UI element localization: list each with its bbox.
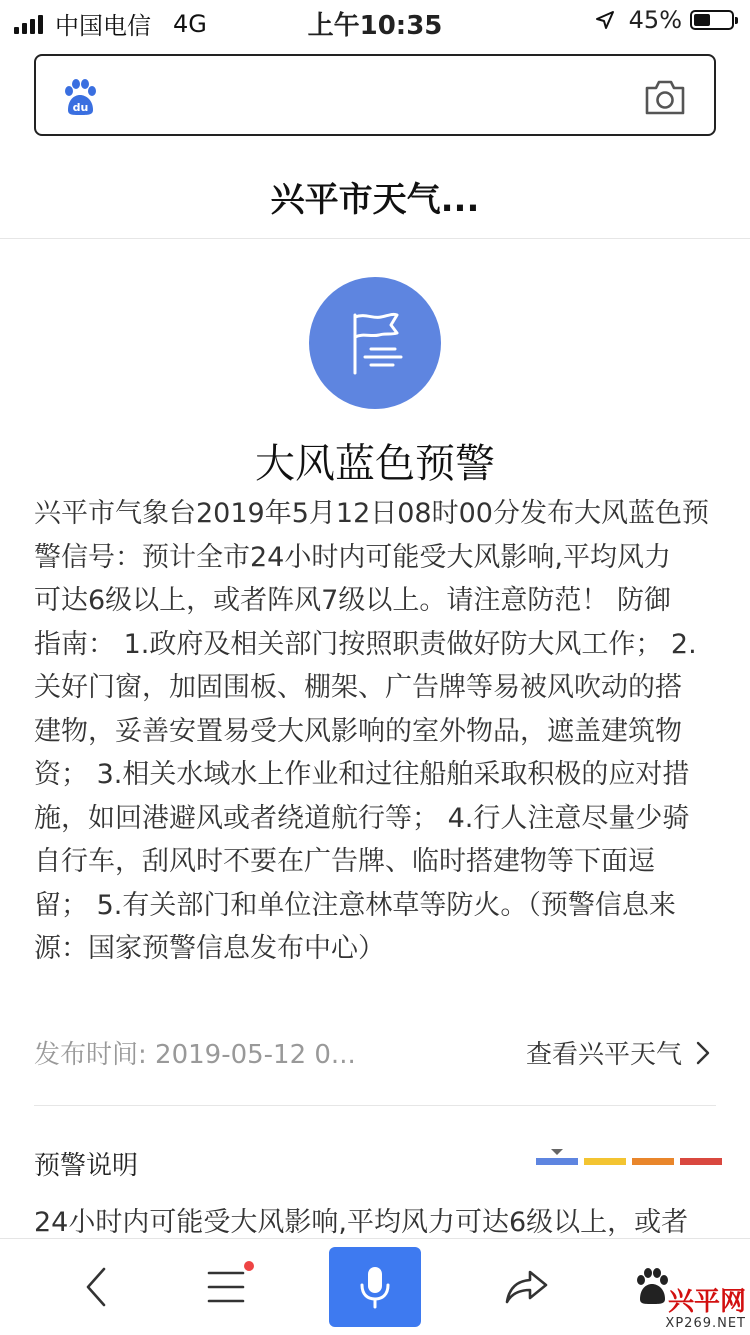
warning-level-swatch (680, 1158, 722, 1165)
notification-dot (244, 1261, 254, 1271)
svg-text:du: du (72, 101, 89, 114)
location-arrow-icon (595, 10, 615, 30)
header-divider (0, 238, 750, 239)
site-watermark (665, 1288, 746, 1331)
warning-text-line: 可达6级以上，或者阵风7级以上。请注意防范！ 防御 (34, 585, 671, 616)
view-weather-link[interactable] (526, 1034, 710, 1071)
back-button[interactable] (60, 1239, 132, 1335)
chevron-right-icon (696, 1041, 710, 1065)
explanation-title: 预警说明 (34, 1151, 139, 1181)
warning-title: 大风蓝色预警 (255, 441, 495, 487)
warning-text-line: 源：国家预警信息发布中心） (34, 933, 385, 964)
page-title: 兴平市天气... (270, 180, 480, 220)
menu-icon (207, 1269, 245, 1305)
warning-text-line: 留； 5.有关部门和单位注意林草等防火。（预警信息来 (34, 889, 676, 921)
share-button[interactable] (490, 1239, 562, 1335)
warning-text-line: 建物，妥善安置易受大风影响的室外物品，遮盖建筑物 (34, 715, 682, 747)
battery-percent: 45% (628, 6, 682, 34)
camera-icon[interactable] (644, 78, 686, 116)
warning-text-line: 自行车，刮风时不要在广告牌、临时搭建物等下面逗 (34, 846, 655, 877)
watermark-url: XP269.NET (665, 1316, 746, 1331)
baidu-paw-icon (60, 78, 100, 118)
bottom-toolbar (0, 1238, 750, 1335)
warning-text-line: 警信号：预计全市24小时内可能受大风影响,平均风力 (34, 541, 671, 573)
clock: 上午10:35 (307, 11, 443, 41)
section-divider (34, 1105, 716, 1106)
warning-level-swatch (632, 1158, 674, 1165)
carrier-label: 中国电信 (55, 12, 151, 40)
explanation-text: 24小时内可能受大风影响,平均风力可达6级以上，或者 (34, 1207, 689, 1238)
publish-time: 发布时间: 2019-05-12 0... (34, 1040, 356, 1070)
warning-text-line: 兴平市气象台2019年5月12日08时00分发布大风蓝色预 (34, 498, 709, 529)
warning-text-line: 指南： 1.政府及相关部门按照职责做好防大风工作； 2. (34, 628, 697, 660)
status-right (595, 6, 734, 34)
status-bar (0, 0, 750, 42)
battery-icon (690, 10, 734, 30)
network-label: 4G (173, 9, 207, 38)
warning-text-line: 关好门窗，加固围板、棚架、广告牌等易被风吹动的搭 (34, 672, 682, 703)
watermark-title: 兴平网 (667, 1287, 746, 1317)
warning-level-swatch (584, 1158, 626, 1165)
share-icon (504, 1269, 548, 1305)
warning-text-line: 资； 3.相关水域水上作业和过往船舶采取积极的应对措 (34, 759, 690, 790)
warning-detail-text (34, 492, 722, 971)
warning-level-swatch (536, 1158, 578, 1165)
voice-search-button[interactable] (329, 1247, 421, 1327)
view-weather-label: 查看兴平天气 (525, 1040, 682, 1070)
warning-text-line: 施，如回港避风或者绕道航行等； 4.行人注意尽量少骑 (34, 802, 690, 834)
warning-level-scale (536, 1158, 722, 1165)
menu-button[interactable] (190, 1239, 262, 1335)
mic-icon (358, 1265, 392, 1309)
meta-row (34, 1034, 716, 1074)
back-icon (84, 1267, 108, 1307)
wind-warning-icon (309, 277, 441, 409)
search-box[interactable] (34, 54, 716, 136)
